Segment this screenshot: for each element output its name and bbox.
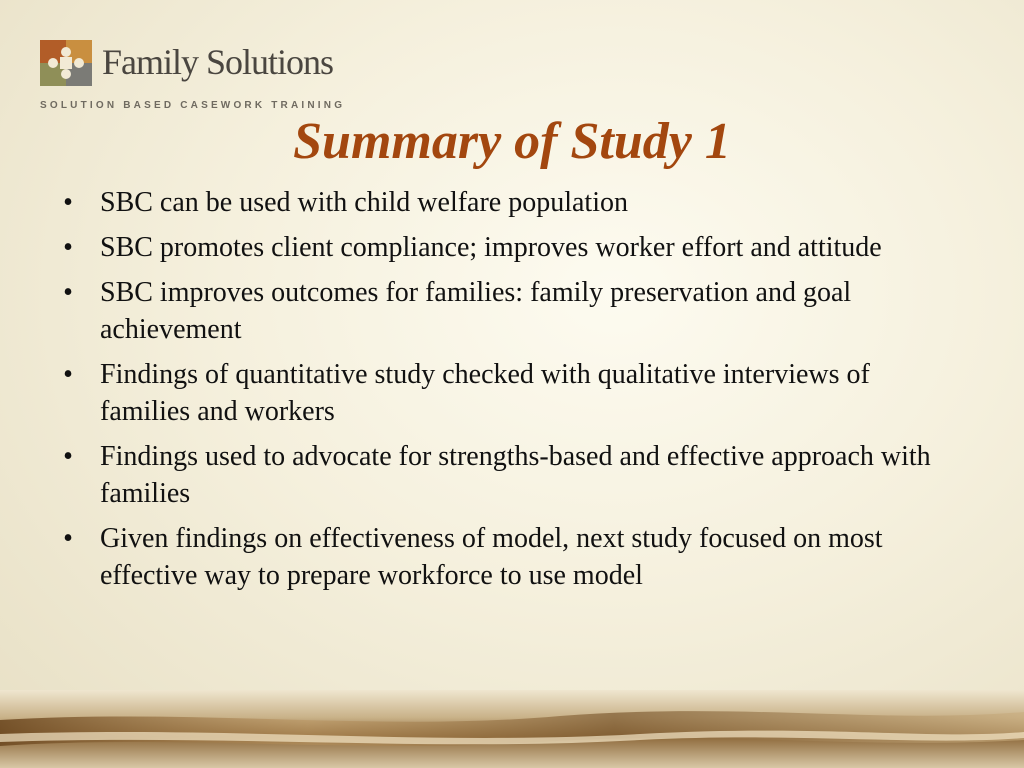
bullet-text: SBC can be used with child welfare population: [100, 187, 628, 218]
puzzle-piece-icon: [40, 40, 92, 86]
bullet-item: [58, 229, 958, 266]
bullet-text: Findings of quantitative study checked with qualitative interviews of families and workers: [100, 359, 870, 427]
bullet-item: [58, 438, 958, 512]
bullet-item: [58, 274, 958, 348]
decorative-bottom-band: [0, 690, 1024, 768]
logo-name: Family Solutions: [102, 42, 334, 82]
bullet-dot-icon: •: [63, 523, 73, 554]
logo-tagline: SOLUTION BASED CASEWORK TRAINING: [40, 100, 346, 111]
family-solutions-logo: [40, 40, 360, 120]
bullet-item: [58, 356, 958, 430]
slide-title: Summary of Study 1: [293, 113, 731, 170]
bullet-dot-icon: •: [63, 232, 73, 263]
bullet-text: SBC improves outcomes for families: family preservation and goal achievement: [100, 277, 852, 345]
bullet-list: [58, 184, 958, 602]
bullet-dot-icon: •: [63, 277, 73, 308]
bullet-text: SBC promotes client compliance; improves worker effort and attitude: [100, 232, 882, 263]
bullet-text: Findings used to advocate for strengths-based and effective approach with families: [100, 441, 931, 509]
bullet-dot-icon: •: [63, 359, 73, 390]
bullet-dot-icon: •: [63, 441, 73, 472]
bullet-item: [58, 184, 958, 221]
bullet-item: [58, 520, 958, 594]
bullet-text: Given findings on effectiveness of model, next study focused on most effective way to prepare workforce to use model: [100, 523, 883, 591]
bullet-dot-icon: •: [63, 187, 73, 218]
